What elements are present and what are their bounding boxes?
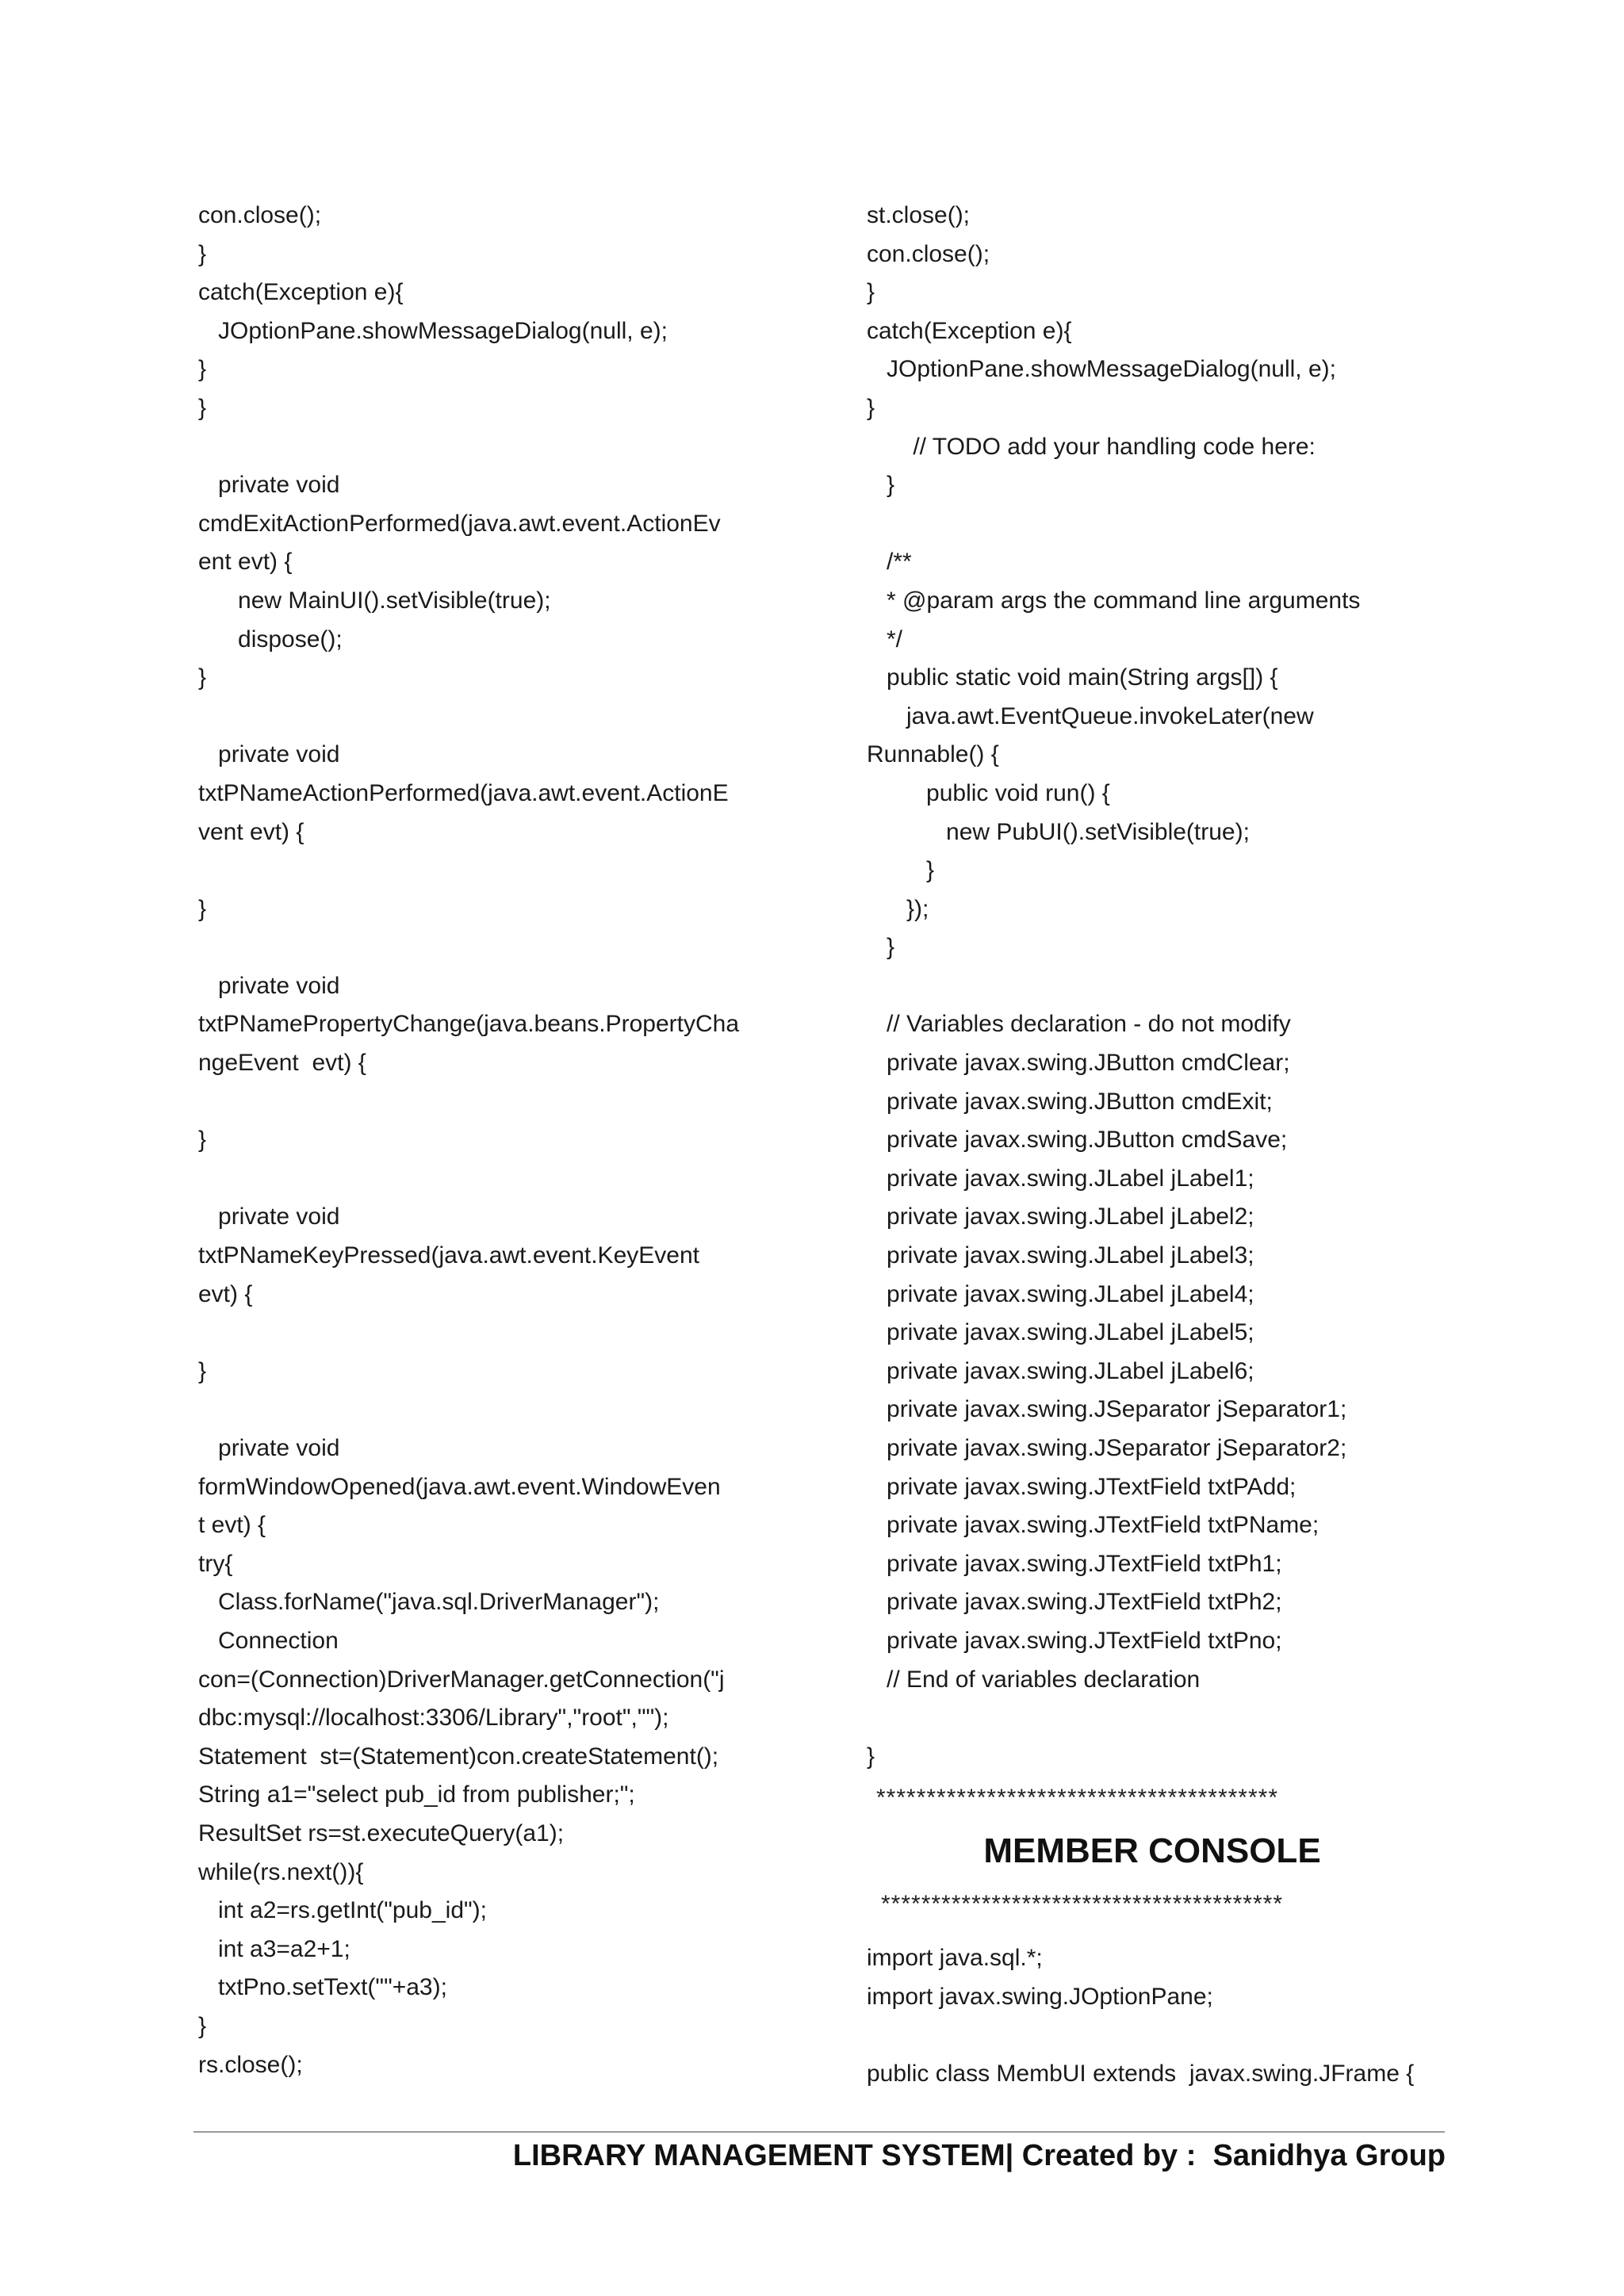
code-line: txtPNamePropertyChange(java.beans.PropertyCha xyxy=(198,1011,740,1038)
code-line: // Variables declaration - do not modify xyxy=(867,1011,1291,1038)
code-line: private javax.swing.JButton cmdExit; xyxy=(867,1088,1273,1115)
code-line: import javax.swing.JOptionPane; xyxy=(867,1983,1213,2010)
code-line: private javax.swing.JTextField txtPh2; xyxy=(867,1589,1282,1616)
code-line: Runnable() { xyxy=(867,741,999,768)
code-line: cmdExitActionPerformed(java.awt.event.ActionEv xyxy=(198,510,721,537)
code-line: formWindowOpened(java.awt.event.WindowEven xyxy=(198,1473,721,1500)
code-line: } xyxy=(867,279,875,306)
stars-divider-top: **************************************** xyxy=(876,1785,1278,1812)
code-line xyxy=(867,1699,1438,1738)
code-line: t evt) { xyxy=(198,1512,266,1539)
code-line: } xyxy=(867,472,895,499)
code-line xyxy=(198,428,769,467)
code-line xyxy=(198,698,769,737)
right-code-column xyxy=(867,197,1438,2094)
code-line: vent evt) { xyxy=(198,818,304,845)
code-line xyxy=(198,1083,769,1122)
code-line xyxy=(867,505,1438,544)
footer-text: LIBRARY MANAGEMENT SYSTEM| Created by : Sanidhya Group xyxy=(512,2139,1446,2172)
code-line: JOptionPane.showMessageDialog(null, e); xyxy=(867,356,1336,383)
code-line: con.close(); xyxy=(198,202,322,228)
code-line: private void xyxy=(198,1435,340,1461)
code-line: */ xyxy=(867,626,903,652)
code-line: } xyxy=(198,895,207,922)
code-line: int a2=rs.getInt("pub_id"); xyxy=(198,1897,487,1924)
code-line: private javax.swing.JSeparator jSeparator2; xyxy=(867,1435,1347,1461)
code-line: new MainUI().setVisible(true); xyxy=(198,587,551,614)
section-heading: MEMBER CONSOLE xyxy=(983,1831,1321,1871)
code-line: * @param args the command line arguments xyxy=(867,587,1361,614)
code-line: public void run() { xyxy=(867,779,1110,806)
code-line: txtPNameActionPerformed(java.awt.event.ActionE xyxy=(198,779,729,806)
code-line xyxy=(198,1160,769,1199)
code-line: evt) { xyxy=(198,1280,253,1307)
code-line: String a1="select pub_id from publisher;"; xyxy=(198,1781,635,1808)
code-line: } xyxy=(198,356,207,383)
code-line: private javax.swing.JButton cmdSave; xyxy=(867,1127,1288,1154)
code-line: private javax.swing.JButton cmdClear; xyxy=(867,1050,1290,1077)
code-line: }); xyxy=(867,895,929,922)
code-line: } xyxy=(198,2012,207,2039)
code-line: private javax.swing.JLabel jLabel3; xyxy=(867,1242,1254,1269)
code-line: private void xyxy=(198,741,340,768)
code-line: catch(Exception e){ xyxy=(198,279,404,306)
code-line: private void xyxy=(198,1203,340,1230)
code-line: // TODO add your handling code here: xyxy=(867,433,1316,460)
code-line: private javax.swing.JTextField txtPAdd; xyxy=(867,1473,1297,1500)
code-line: dispose(); xyxy=(198,626,343,652)
code-line: catch(Exception e){ xyxy=(867,317,1072,344)
stars-divider-bottom: **************************************** xyxy=(881,1891,1283,1918)
code-line: } xyxy=(198,240,207,267)
code-line: private javax.swing.JLabel jLabel1; xyxy=(867,1165,1254,1192)
code-line: int a3=a2+1; xyxy=(198,1935,350,1962)
code-line: con.close(); xyxy=(867,240,990,267)
code-line: ent evt) { xyxy=(198,549,293,576)
code-line: public class MembUI extends javax.swing.JFrame { xyxy=(867,2061,1415,2087)
code-line: } xyxy=(198,664,207,691)
code-line: private void xyxy=(198,972,340,999)
code-line: private javax.swing.JSeparator jSeparator1; xyxy=(867,1396,1347,1423)
code-line xyxy=(198,928,769,967)
code-line: private javax.swing.JLabel jLabel4; xyxy=(867,1280,1254,1307)
code-line: } xyxy=(867,934,895,961)
code-line: txtPNameKeyPressed(java.awt.event.KeyEvent xyxy=(198,1242,699,1269)
code-line: private javax.swing.JTextField txtPName; xyxy=(867,1512,1320,1539)
code-line: import java.sql.*; xyxy=(867,1945,1043,1972)
code-line xyxy=(867,967,1438,1006)
code-line: st.close(); xyxy=(867,202,971,228)
code-line: new PubUI().setVisible(true); xyxy=(867,818,1250,845)
code-line: rs.close(); xyxy=(198,2051,303,2078)
code-line: } xyxy=(198,394,207,421)
code-line xyxy=(198,1391,769,1429)
footer-divider xyxy=(193,2131,1445,2133)
code-line: public static void main(String args[]) { xyxy=(867,664,1278,691)
code-line: /** xyxy=(867,549,912,576)
code-line: ResultSet rs=st.executeQuery(a1); xyxy=(198,1820,565,1846)
code-line: private javax.swing.JLabel jLabel5; xyxy=(867,1319,1254,1346)
code-line: try{ xyxy=(198,1550,233,1577)
code-line: java.awt.EventQueue.invokeLater(new xyxy=(867,702,1314,729)
code-line xyxy=(198,1314,769,1353)
code-line: Connection xyxy=(198,1627,339,1654)
code-line: con=(Connection)DriverManager.getConnection("j xyxy=(198,1666,725,1693)
code-line: private void xyxy=(198,472,340,499)
code-line: } xyxy=(198,1357,207,1384)
code-line: Class.forName("java.sql.DriverManager"); xyxy=(198,1589,660,1616)
left-code-column xyxy=(198,197,769,2084)
code-line: txtPno.setText(""+a3); xyxy=(198,1974,447,2001)
code-line: JOptionPane.showMessageDialog(null, e); xyxy=(198,317,668,344)
code-line: private javax.swing.JTextField txtPh1; xyxy=(867,1550,1282,1577)
code-line: } xyxy=(198,1127,207,1154)
right-code-block-top xyxy=(867,197,1438,1776)
code-line: Statement st=(Statement)con.createStatement(); xyxy=(198,1743,719,1770)
code-line: } xyxy=(867,394,875,421)
code-line: ngeEvent evt) { xyxy=(198,1050,366,1077)
code-line xyxy=(198,851,769,890)
code-line: private javax.swing.JLabel jLabel2; xyxy=(867,1203,1254,1230)
code-line: } xyxy=(867,857,935,884)
right-code-block-bottom xyxy=(867,1939,1438,2093)
code-line: dbc:mysql://localhost:3306/Library","root",""); xyxy=(198,1705,669,1732)
code-line: private javax.swing.JTextField txtPno; xyxy=(867,1627,1282,1654)
code-line xyxy=(867,2017,1438,2056)
code-line: } xyxy=(867,1743,875,1770)
code-line: private javax.swing.JLabel jLabel6; xyxy=(867,1357,1254,1384)
code-line: while(rs.next()){ xyxy=(198,1858,364,1885)
code-line: // End of variables declaration xyxy=(867,1666,1201,1693)
